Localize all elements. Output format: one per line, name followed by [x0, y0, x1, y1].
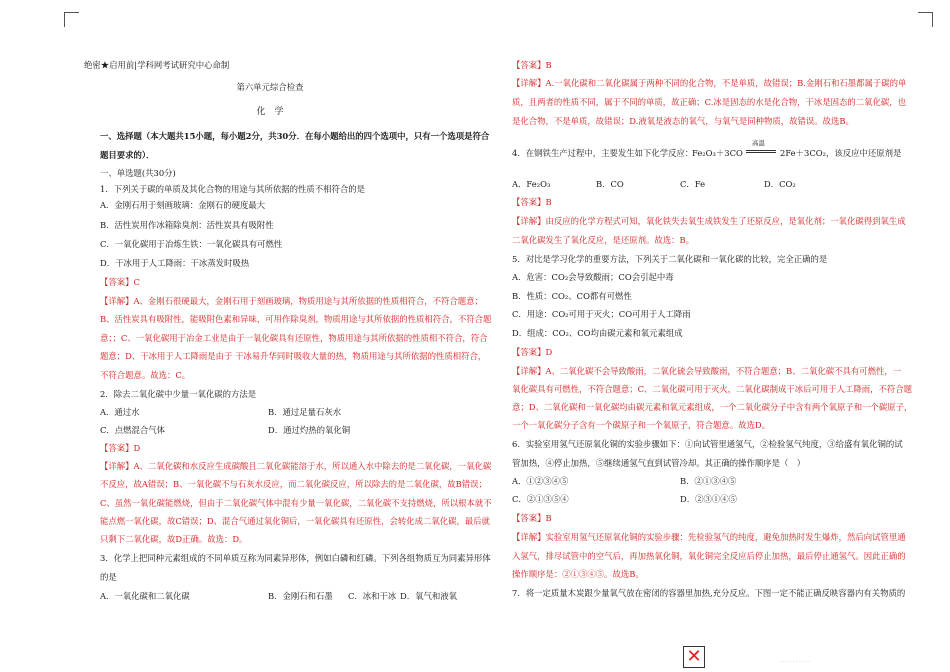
q2-option-c: C．点燃混合气体	[100, 425, 166, 435]
q6-option-c: C．②①③⑤④	[512, 494, 569, 504]
q5-option-a: A．危害：CO₂会导致酸雨；CO会引起中毒	[512, 272, 674, 282]
q4-option-d: D．CO₂	[764, 179, 796, 189]
q3-option-a: A．一氧化碳和二氧化碳	[100, 591, 190, 601]
section-title-line2: 题目要求的）．	[100, 150, 155, 160]
q5-explanation-2: 氧化碳具有可燃性，不符合题意；C、二氧化碳可用于灭火，二氧化碳制成干冰后可用于人工降雨，不符合题	[512, 384, 913, 394]
q4-explanation-1: 【详解】由反应的化学方程式可知，氧化铁失去氧生成铁发生了还原反应，是氧化剂；一氧化碳得到氧生成	[512, 216, 906, 226]
q3-explanation-2: 质，且两者的性质不同，属于不同的单质，故正确；C.冰是固态的水是化合物，干冰是固态的二氧化碳，也	[512, 97, 907, 107]
q6-explanation-3: 操作顺序是：②①③④⑤。故选B。	[512, 569, 644, 579]
close-mark-icon: ✕	[683, 646, 705, 668]
q6-explanation-2: 入氢气，排尽试管中的空气后，再加热氧化铜，氧化铜完全反应后停止加热，最后停止通氢气。因此正确的	[512, 551, 906, 561]
q5-stem: 5．对比是学习化学的重要方法，下列关于二氧化碳和一氧化碳的比较，完全正确的是	[512, 254, 828, 264]
q5-option-b: B．性质：CO₂、CO都有可燃性	[512, 291, 632, 301]
q6-explanation-1: 【详解】实验室用氢气还原氧化铜的实验步骤：先检验氢气的纯度，避免加热时发生爆炸，然后向试管里通	[512, 532, 906, 542]
q3-explanation-3: 是化合物，不是单质，故错误；D.液氧是液态的氧气，与氧气是同种物质，故错误。故选B。	[512, 116, 854, 126]
q6-stem-2: 管加热，④停止加热，⑤继续通氢气直到试管冷却。其正确的操作顺序是（ ）	[512, 458, 806, 468]
q5-option-c: C．用途：CO₂可用于灭火；CO可用于人工降雨	[512, 309, 691, 319]
q4-stem-pre: 4．在钢铁生产过程中，主要发生如下化学反应：	[512, 148, 694, 158]
q1-explanation-5: 不符合题意。故选：C。	[100, 370, 191, 380]
q2-option-b: B．通过足量石灰水	[268, 407, 342, 417]
q4-explanation-2: 二氧化碳发生了氧化反应，是还原剂。故选：B。	[512, 235, 695, 245]
q2-explanation-1: 【详解】A、二氧化碳和水反应生成碳酸且二氧化碳能溶于水，所以通入水中除去的是二氧化碳，一氧化碳	[100, 461, 492, 471]
q4-option-c: C．Fe	[680, 179, 706, 189]
q1-explanation-3: 意；；C、一氧化碳用于冶金工业是由于一氧化碳具有还原性，物质用途与其所依据的性质相不符合，符合	[100, 333, 488, 343]
q1-stem: 1．下列关于碳的单质及其化合物的用途与其所依据的性质不相符合的是	[100, 184, 365, 194]
q3-explanation-1: 【详解】A.一氧化碳和二氧化碳属于两种不同的化合物，不是单质，故错误；B.金刚石和石墨都属于碳的单	[512, 78, 907, 88]
q4-equation-arrow	[746, 150, 776, 151]
q6-option-d: D．②③①④⑤	[680, 494, 737, 504]
q6-option-a: A．①②③④⑤	[512, 476, 569, 486]
q4-equation-left: Fe₂O₃＋3CO	[692, 148, 743, 158]
q5-answer: 【答案】D	[512, 347, 553, 357]
q4-equation-right: 2Fe＋3CO₂	[780, 148, 826, 158]
q5-option-d: D．组成：CO₂、CO均由碳元素和氧元素组成	[512, 328, 683, 338]
section-sub: 一、单选题(共30分)	[100, 168, 176, 178]
footer-watermark: · · · · · · · · · ·	[780, 659, 811, 665]
q4-equation-arrow-2	[746, 152, 776, 153]
q2-option-d: D．通过灼热的氧化铜	[268, 425, 351, 435]
q1-option-a: A．金刚石用于刻画玻璃：金刚石的硬度最大	[100, 200, 266, 210]
q1-option-d: D．干冰用于人工降雨：干冰蒸发时吸热	[100, 258, 250, 268]
q4-answer: 【答案】B	[512, 197, 552, 207]
q7-stem: 7．将一定质量木炭跟少量氧气放在密闭的容器里加热,充分反应。下图一定不能正确反映容器内有关物质的	[512, 588, 906, 598]
q6-answer: 【答案】B	[512, 513, 552, 523]
secret-header: 绝密★启用前|学科网考试研究中心命制	[84, 60, 230, 70]
q5-explanation-3: 意；D、二氧化碳和一氧化碳均由碳元素和氧元素组成，一个二氧化碳分子中含有两个氧原子和一个碳原子，	[512, 402, 913, 412]
q3-answer: 【答案】B	[512, 60, 552, 70]
q1-option-b: B．活性炭用作冰箱除臭剂：活性炭具有吸附性	[100, 220, 274, 230]
q6-option-b: B．②①③④⑤	[680, 476, 737, 486]
q3-option-c: C．冰和干冰	[348, 591, 397, 601]
q2-explanation-3: C、虽然一氧化碳能燃烧，但由于二氧化碳气体中混有少量一氧化碳，二氧化碳不支持燃烧，所以根本就不	[100, 498, 492, 508]
section-title-line1: 一、选择题（本大题共15小题，每小题2分，共30分．在每小题给出的四个选项中，只有一个选项是符合	[100, 131, 490, 141]
q1-explanation-2: B、活性炭具有吸附性，能吸附色素和异味，可用作除臭剂，物质用途与其所依据的性质相符合，不符合题	[100, 314, 492, 324]
q4-option-a: A．Fe₂O₃	[512, 179, 551, 189]
right-column	[470, 0, 950, 672]
q2-answer: 【答案】D	[100, 443, 141, 453]
q1-explanation-4: 题意；D、干冰用于人工降雨是由于 干冰易升华同时吸收大量的热，物质用途与其所依据的性质相符合，	[100, 351, 487, 361]
q2-stem: 2．除去二氧化碳中少量一氧化碳的方法是	[100, 389, 257, 399]
q4-stem-post: ，该反应中还原剂是	[826, 148, 902, 158]
q3-option-d: D．氧气和液氧	[400, 591, 457, 601]
q5-explanation-1: 【详解】A、二氧化碳不会导致酸雨，二氧化硫会导致酸雨，不符合题意；B、二氧化碳不具有可燃性，一	[512, 366, 902, 376]
q2-explanation-4: 能点燃一氧化碳，故C错误；D、混合气通过氧化铜后，一氧化碳具有还原性，会转化成二氧化碳，最后就	[100, 516, 490, 526]
q3-option-b: B．金刚石和石墨	[268, 591, 333, 601]
q2-option-a: A．通过水	[100, 407, 140, 417]
q1-answer: 【答案】C	[100, 277, 140, 287]
q3-stem-1: 3．化学上把同种元素组成的不同单质互称为同素异形体，例如白磷和红磷。下列各组物质互为同素异形体	[100, 553, 491, 563]
q4-option-b: B．CO	[596, 179, 624, 189]
subject-title: 化 学	[256, 107, 284, 117]
q3-stem-2: 的是	[100, 572, 117, 582]
q2-explanation-5: 只剩下二氧化碳，故D正确。故选：D。	[100, 534, 248, 544]
q6-stem-1: 6．实验室用氢气还原氧化铜的实验步骤如下：①向试管里通氢气，②检验氢气纯度，③给盛有氧化铜的试	[512, 439, 903, 449]
q1-explanation-1: 【详解】A、金刚石很硬最大，金刚石用于刻画玻璃，物质用途与其所依据的性质相符合，不符合题意；	[100, 296, 483, 306]
q5-explanation-4: 一个一氧化碳分子含有一个碳原子和一个氧原子，符合题意。故选D。	[512, 420, 770, 430]
q1-option-c: C．一氧化碳用于冶炼生铁：一氧化碳具有可燃性	[100, 239, 283, 249]
q2-explanation-2: 不反应，故A错误；B、一氧化碳不与石灰水反应，而二氧化碳反应，所以除去的是二氧化碳，故B错误；	[100, 479, 487, 489]
q4-equation-condition: 高温	[752, 139, 765, 147]
unit-title: 第六单元综合检查	[236, 82, 304, 92]
